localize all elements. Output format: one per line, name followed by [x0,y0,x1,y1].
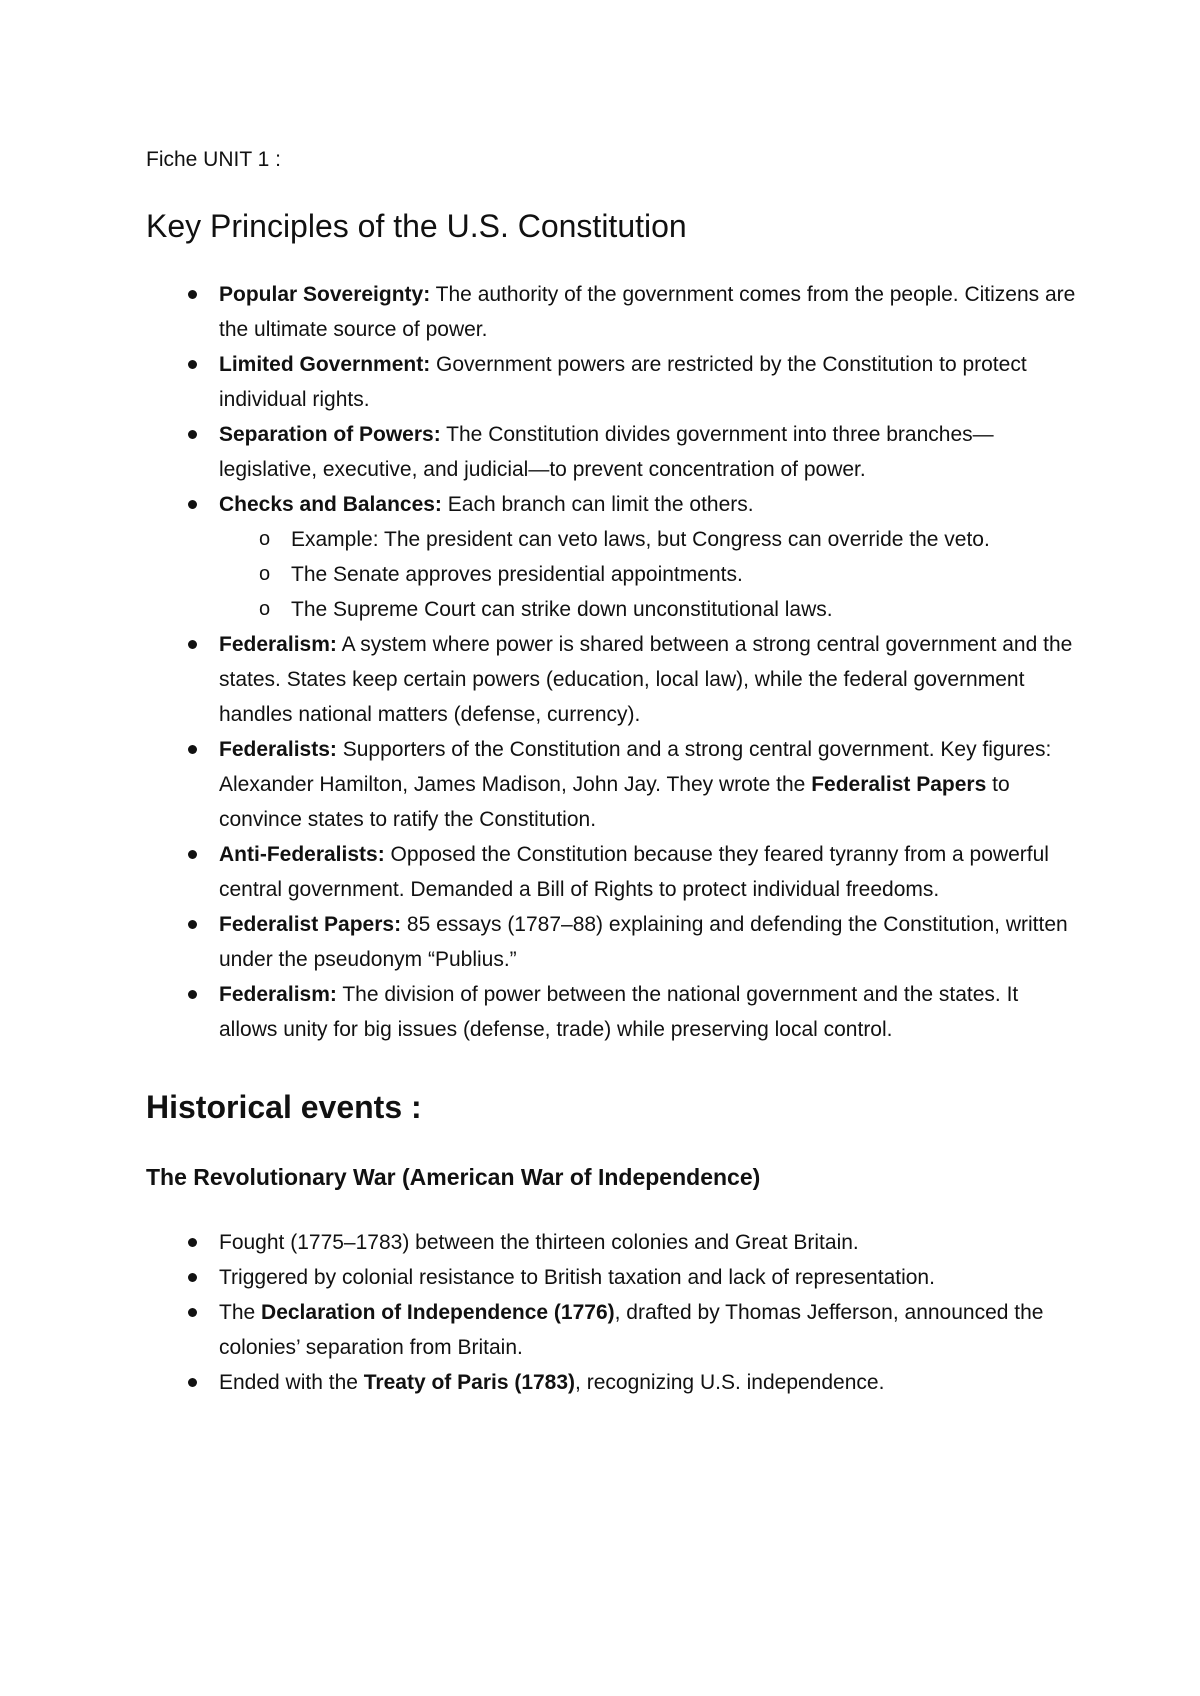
principles-heading: Key Principles of the U.S. Constitution [146,208,687,244]
definition: The division of power between the national government and the states. It allows unity for big issues (defense, trade) while preserving local control. [219,983,1019,1041]
definition: The authority of the government comes from the people. Citizens are the ultimate source of power. [219,283,1076,341]
text: , recognizing U.S. independence. [575,1371,885,1394]
revolutionary-war-heading: The Revolutionary War (American War of Independence) [146,1164,761,1190]
principles-list [146,277,1080,1047]
sub-list-item: o Example: The president can veto laws, but Congress can override the veto. [291,522,1080,557]
term-inline: Treaty of Paris (1783) [363,1371,576,1394]
definition: Opposed the Constitution because they feared tyranny from a powerful central government. Demanded a Bill of Rights to protect individual freedoms. [219,843,1049,901]
term: Federalist Papers: [219,913,402,936]
list-item: Triggered by colonial resistance to British taxation and lack of representation. [219,1260,1080,1295]
text: The [219,1301,262,1324]
term: Separation of Powers: [219,423,441,446]
definition: Each branch can limit the others. [441,493,754,516]
definition: A system where power is shared between a strong central government and the states. States keep certain powers (education, local law), while the federal government handles national matters (defense, currency). [219,633,1073,726]
term: Federalism: [219,633,337,656]
term: Popular Sovereignty: [219,283,431,306]
definition: to convince states to ratify the Constitution. [219,773,1010,831]
text: , drafted by Thomas Jefferson, announced the colonies’ separation from Britain. [219,1301,1044,1359]
revolutionary-war-list [146,1225,1080,1400]
checks-sublist [219,522,1080,627]
definition: 85 essays (1787–88) explaining and defending the Constitution, written under the pseudonym “Publius.” [219,913,1068,971]
list-item [219,627,1080,732]
term: Federalism: [219,983,337,1006]
list-item [219,417,1080,487]
term: Federalists: [219,738,337,761]
list-item [219,1365,1080,1400]
term: Limited Government: [219,353,431,376]
historical-heading: Historical events : [146,1089,422,1125]
term: Anti-Federalists: [219,843,385,866]
list-item [219,732,1080,837]
fiche-label: Fiche UNIT 1 : [146,148,281,171]
list-item [219,907,1080,977]
definition: Government powers are restricted by the Constitution to protect individual rights. [219,353,1027,411]
term: Checks and Balances: [219,493,442,516]
list-item [219,977,1080,1047]
definition: The Constitution divides government into three branches—legislative, executive, and judicial—to prevent concentration of power. [219,423,994,481]
list-item [219,487,1080,627]
text: Ended with the [219,1371,364,1394]
list-item [219,347,1080,417]
sub-list-item: o The Supreme Court can strike down unconstitutional laws. [291,592,1080,627]
definition: Supporters of the Constitution and a strong central government. Key figures: Alexander Hamilton, James Madison, John Jay. They wrote the [219,738,1052,796]
term-inline: Federalist Papers [811,773,987,796]
term-inline: Declaration of Independence (1776) [261,1301,615,1324]
list-item [219,1295,1080,1365]
list-item [219,837,1080,907]
sub-list-item: o The Senate approves presidential appointments. [291,557,1080,592]
list-item [219,277,1080,347]
list-item: Fought (1775–1783) between the thirteen colonies and Great Britain. [219,1225,1080,1260]
